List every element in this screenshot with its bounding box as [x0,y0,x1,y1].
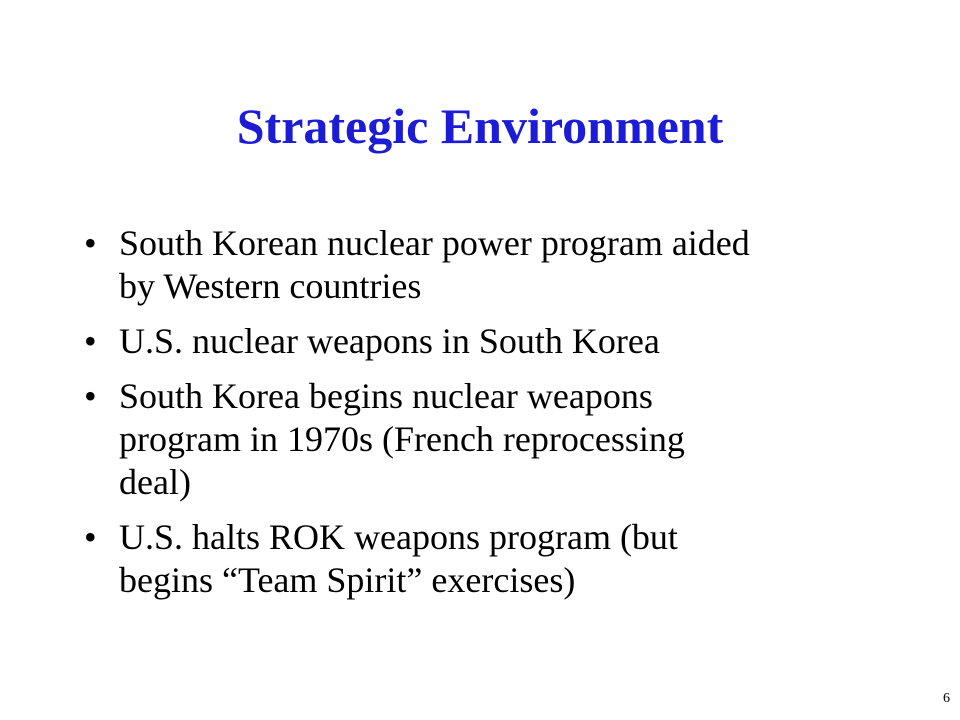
bullet-line: South Korea begins nuclear weapons [119,376,653,416]
page-number: 6 [943,691,950,706]
slide-title: Strategic Environment [236,98,724,154]
bullet-dot-icon: • [84,376,97,416]
bullet-dot-icon: • [84,321,97,361]
bullet-list [84,222,884,614]
bullet-line: program in 1970s (French reprocessing [119,419,685,459]
bullet-dot-icon: • [84,517,97,557]
bullet-line: begins “Team Spirit” exercises) [119,560,576,600]
bullet-line: U.S. halts ROK weapons program (but [119,517,678,557]
bullet-line: South Korean nuclear power program aided [119,223,750,263]
bullet-item [84,320,884,363]
bullet-dot-icon: • [84,223,97,263]
bullet-item [84,222,884,308]
bullet-line: deal) [119,462,191,502]
bullet-item [84,516,884,602]
bullet-line: U.S. nuclear weapons in South Korea [119,321,660,361]
bullet-item [84,375,884,504]
bullet-line: by Western countries [119,266,422,306]
